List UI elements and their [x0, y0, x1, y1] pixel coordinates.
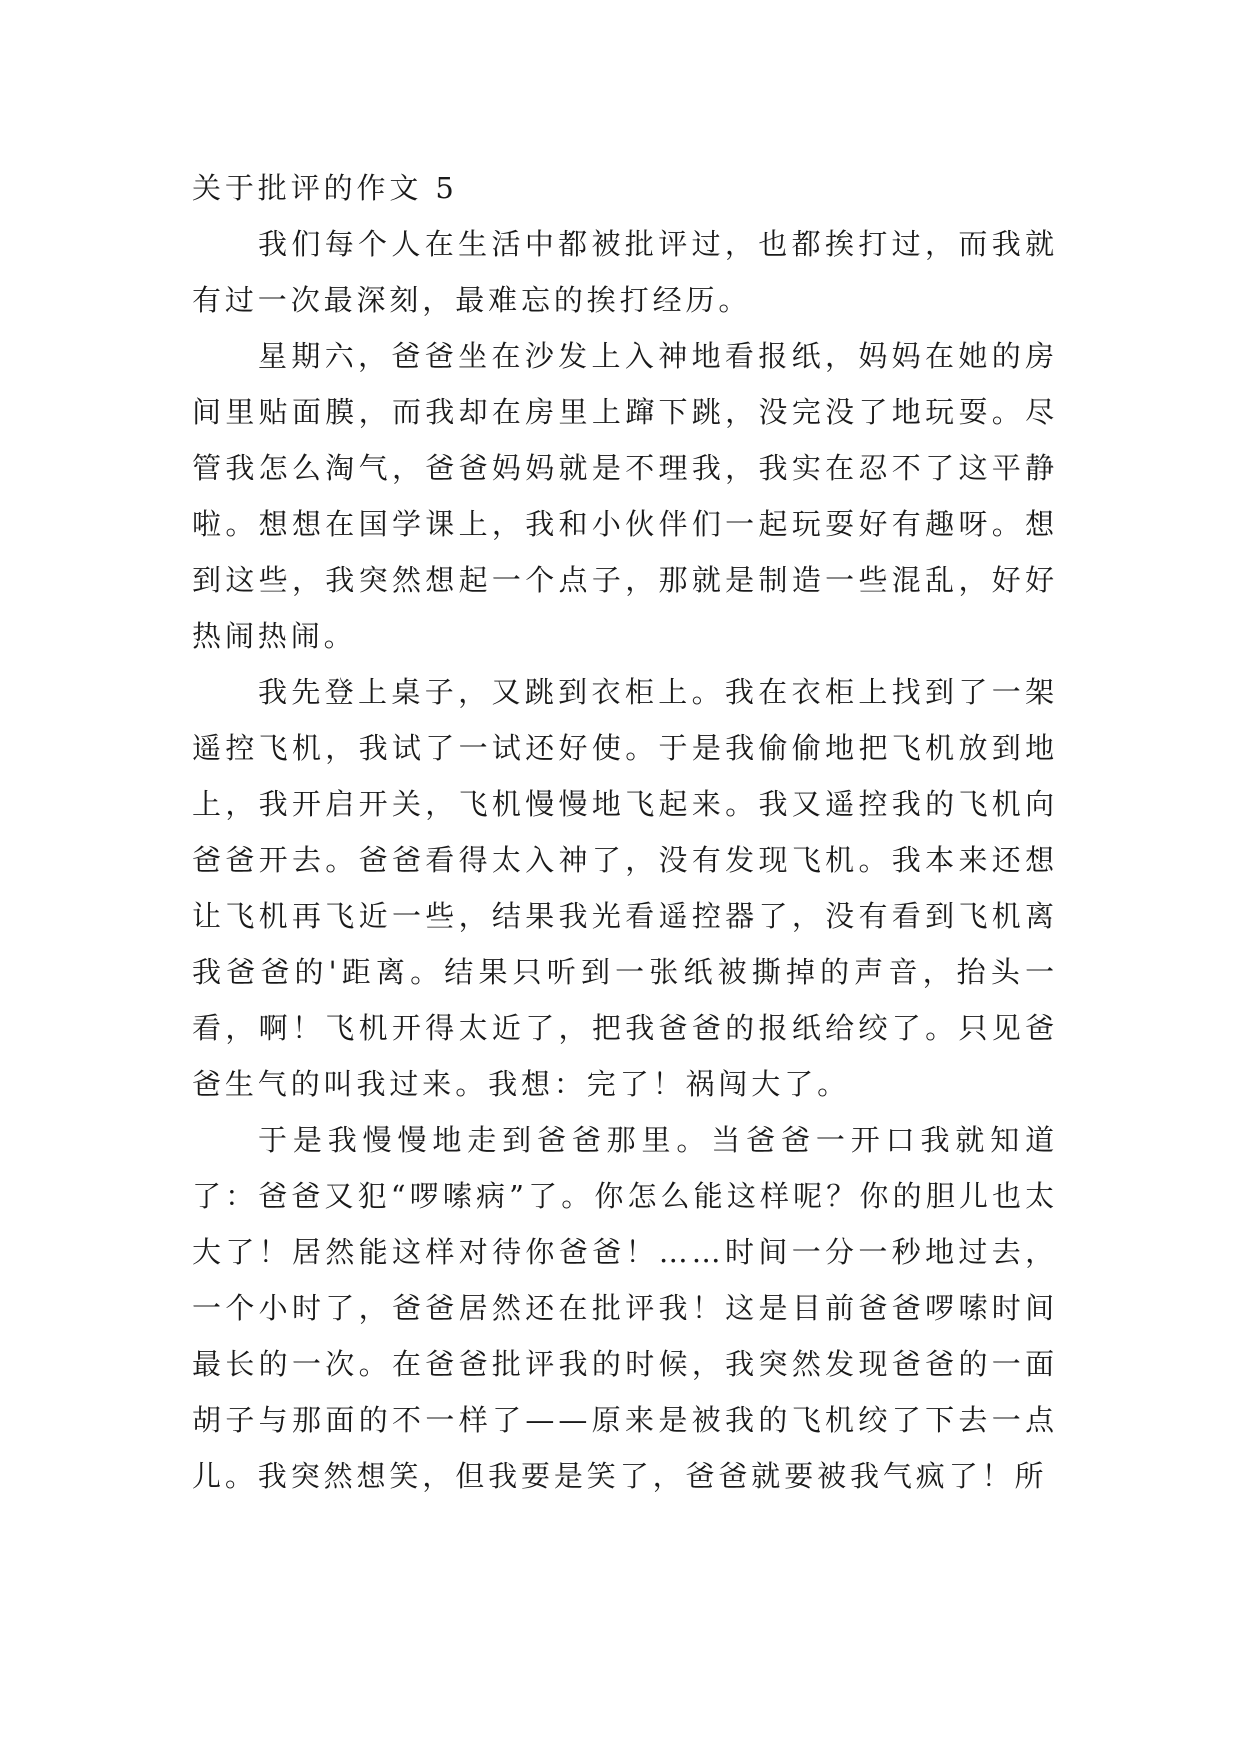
document-body	[192, 160, 1058, 1504]
paragraph-3: 我先登上桌子，又跳到衣柜上。我在衣柜上找到了一架遥控飞机，我试了一试还好使。于是我偷偷地把飞机放到地上，我开启开关，飞机慢慢地飞起来。我又遥控我的飞机向爸爸开去。爸爸看得太入神了，没有发现飞机。我本来还想让飞机再飞近一些，结果我光看遥控器了，没有看到飞机离我爸爸的'距离。结果只听到一张纸被撕掉的声音，抬头一看，啊！飞机开得太近了，把我爸爸的报纸给绞了。只见爸爸生气的叫我过来。我想：完了！祸闯大了。	[192, 675, 1058, 1101]
paragraph-4: 于是我慢慢地走到爸爸那里。当爸爸一开口我就知道了：爸爸又犯“啰嗦病”了。你怎么能这样呢？你的胆儿也太大了！居然能这样对待你爸爸！……时间一分一秒地过去，一个小时了，爸爸居然还在批评我！这是目前爸爸啰嗦时间最长的一次。在爸爸批评我的时候，我突然发现爸爸的一面胡子与那面的不一样了——原来是被我的飞机绞了下去一点儿。我突然想笑，但我要是笑了，爸爸就要被我气疯了！所	[192, 1123, 1058, 1493]
paragraph-2: 星期六，爸爸坐在沙发上入神地看报纸，妈妈在她的房间里贴面膜，而我却在房里上蹿下跳，没完没了地玩耍。尽管我怎么淘气，爸爸妈妈就是不理我，我实在忍不了这平静啦。想想在国学课上，我和小伙伴们一起玩耍好有趣呀。想到这些，我突然想起一个点子，那就是制造一些混乱，好好热闹热闹。	[192, 339, 1058, 653]
paragraph-1: 我们每个人在生活中都被批评过，也都挨打过，而我就有过一次最深刻，最难忘的挨打经历。	[192, 227, 1058, 317]
document-title: 关于批评的作文 5	[192, 171, 458, 205]
